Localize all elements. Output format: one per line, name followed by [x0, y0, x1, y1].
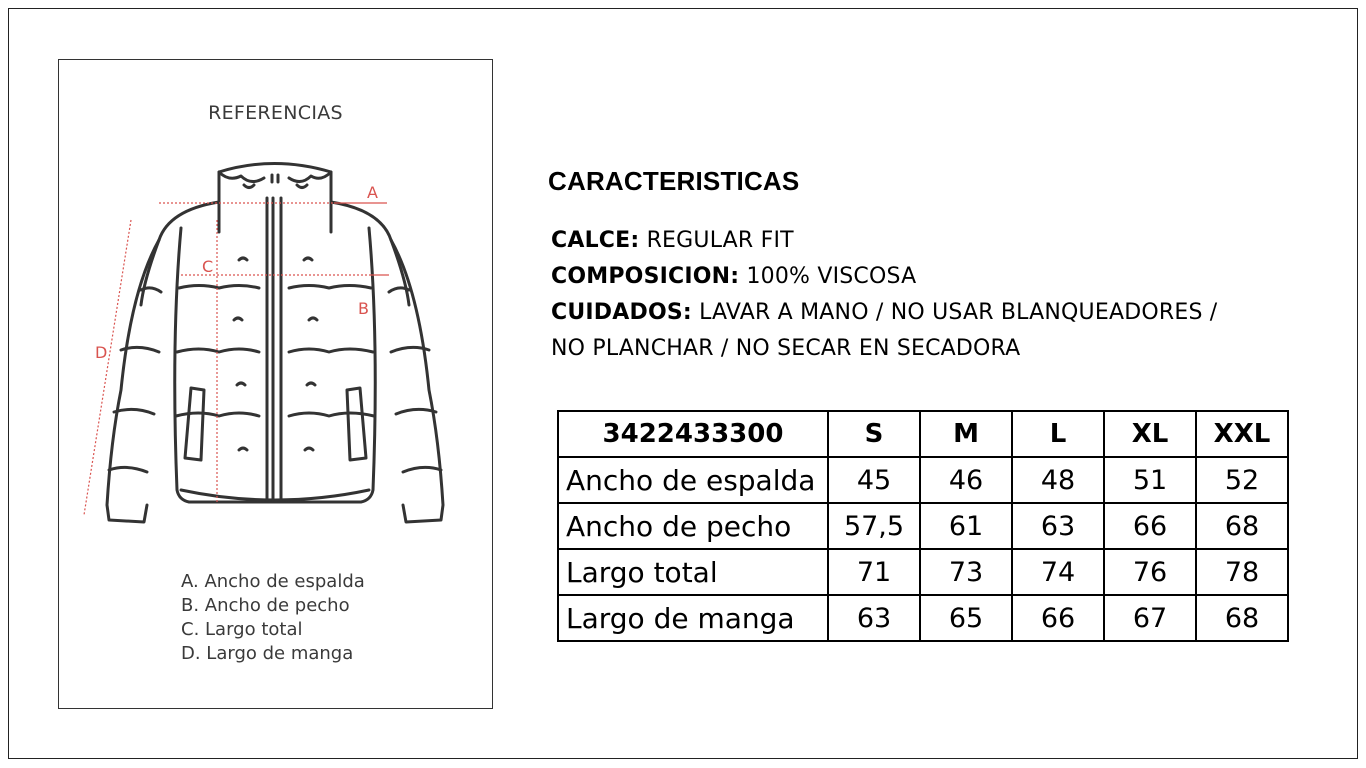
table-cell: 67: [1104, 595, 1196, 641]
legend-item: C. Largo total: [181, 619, 303, 640]
size-table: [557, 410, 1289, 642]
table-cell: 73: [920, 549, 1012, 595]
product-code: 3422433300: [558, 411, 828, 457]
marker-d: D: [95, 343, 108, 362]
size-header: XXL: [1196, 411, 1288, 457]
table-cell: 68: [1196, 503, 1288, 549]
size-header: XL: [1104, 411, 1196, 457]
table-cell: 57,5: [828, 503, 920, 549]
row-label: Ancho de pecho: [558, 503, 828, 549]
references-title: REFERENCIAS: [208, 102, 343, 124]
table-cell: 71: [828, 549, 920, 595]
legend-item: D. Largo de manga: [181, 643, 354, 664]
spec-composicion: [551, 264, 916, 289]
size-header: L: [1012, 411, 1104, 457]
table-cell: 68: [1196, 595, 1288, 641]
marker-c: C: [202, 257, 214, 276]
spec-cuidados-value: LAVAR A MANO / NO USAR BLANQUEADORES /: [691, 300, 1218, 325]
spec-calce-value: REGULAR FIT: [639, 228, 794, 253]
size-header: M: [920, 411, 1012, 457]
legend-item: A. Ancho de espalda: [181, 571, 365, 592]
jacket-illustration: [59, 140, 494, 610]
spec-calce-label: CALCE:: [551, 228, 640, 253]
spec-cuidados: [551, 300, 1217, 325]
table-cell: 45: [828, 457, 920, 503]
marker-a: A: [367, 183, 378, 202]
row-label: Largo de manga: [558, 595, 828, 641]
characteristics-title: CARACTERISTICAS: [548, 166, 800, 196]
table-cell: 63: [1012, 503, 1104, 549]
table-cell: 66: [1104, 503, 1196, 549]
marker-b: B: [358, 299, 369, 318]
references-card: [58, 59, 493, 709]
spec-composicion-value: 100% VISCOSA: [739, 264, 917, 289]
spec-composicion-label: COMPOSICION:: [551, 264, 740, 289]
table-cell: 51: [1104, 457, 1196, 503]
table-row: [558, 549, 1288, 595]
table-cell: 46: [920, 457, 1012, 503]
row-label: Largo total: [558, 549, 828, 595]
table-row: [558, 457, 1288, 503]
spec-cuidados-label: CUIDADOS:: [551, 300, 692, 325]
table-row: [558, 503, 1288, 549]
row-label: Ancho de espalda: [558, 457, 828, 503]
table-cell: 48: [1012, 457, 1104, 503]
legend-item: B. Ancho de pecho: [181, 595, 350, 616]
table-cell: 78: [1196, 549, 1288, 595]
table-cell: 63: [828, 595, 920, 641]
spec-calce: [551, 228, 794, 253]
table-cell: 61: [920, 503, 1012, 549]
table-cell: 52: [1196, 457, 1288, 503]
table-cell: 74: [1012, 549, 1104, 595]
table-cell: 66: [1012, 595, 1104, 641]
spec-cuidados-cont: NO PLANCHAR / NO SECAR EN SECADORA: [551, 336, 1021, 361]
table-header-row: [558, 411, 1288, 457]
table-cell: 76: [1104, 549, 1196, 595]
table-cell: 65: [920, 595, 1012, 641]
table-row: [558, 595, 1288, 641]
size-header: S: [828, 411, 920, 457]
references-legend: [181, 570, 365, 666]
